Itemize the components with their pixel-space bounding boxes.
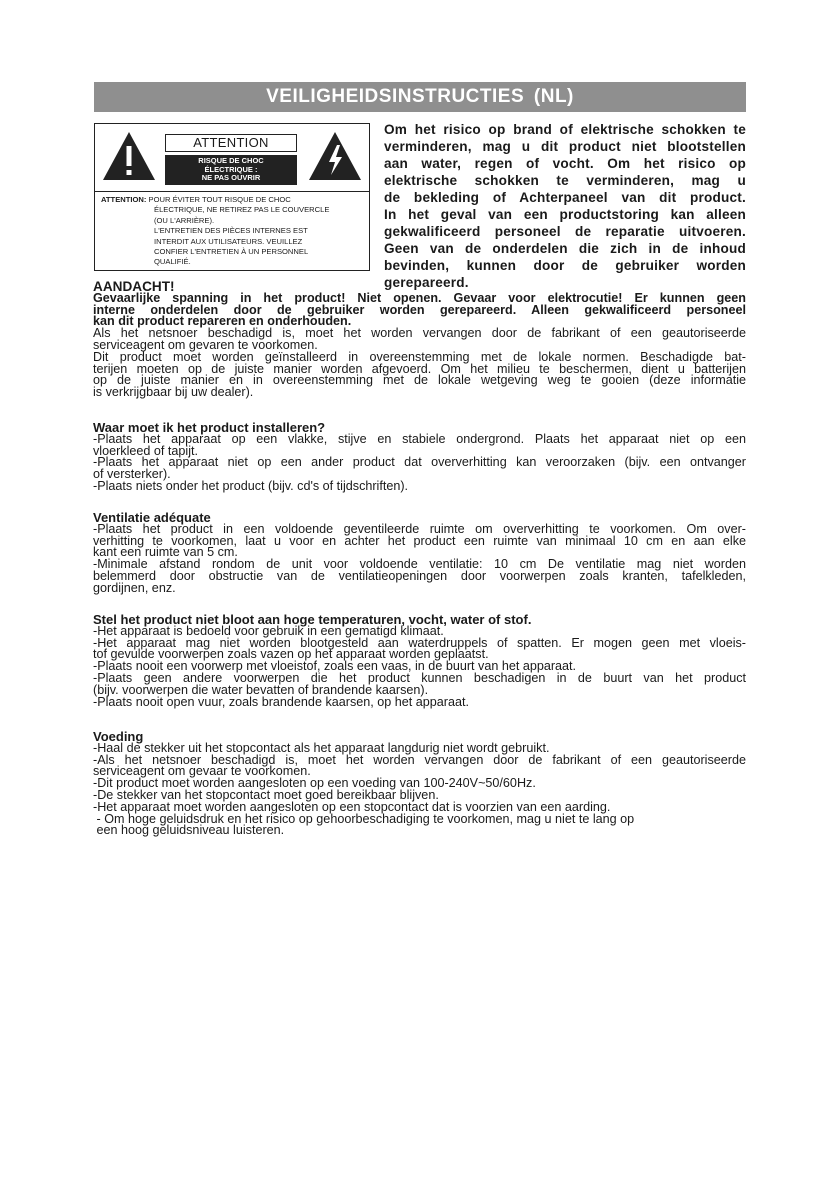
text-line: verhitting te voorkomen, laat u voor en achter het product een ruimte van minimaal 10 cm en aan elke [93,533,746,548]
text-line: -Plaats het apparaat op een vlakke, stijve en stabiele ondergrond. Plaats het apparaat niet op een [93,431,746,446]
text-line: tof gevulde voorwerpen zoals vazen op het apparaat worden geplaatst. [93,647,489,662]
section-heading: Ventilatie adéquate [93,510,211,525]
text-line: of versterker). [93,467,171,482]
side-warning-line: de bekleding of Achterpaneel van dit product. [384,190,746,205]
warning-text-line: (OU L'ARRIÈRE). [154,215,215,225]
attention-title: ATTENTION [165,134,297,152]
text-line: -Plaats nooit een voorwerp met vloeistof, zoals een vaas, in de buurt van het apparaat. [93,659,577,674]
section-heading: Waar moet ik het product installeren? [93,420,326,435]
text-line: -Plaats het product in een voldoende geventileerde ruimte om oververhitting te voorkomen. Om over- [93,521,746,536]
warning-label-text [101,195,363,268]
section-heading: AANDACHT! [93,279,175,294]
section-heading: Stel het product niet bloot aan hoge temperaturen, vocht, water of stof. [93,612,532,627]
text-line: Dit product moet worden geïnstalleerd in overeenstemming met de lokale normen. Beschadigde bat- [93,349,746,364]
text-line: -Het apparaat is bedoeld voor gebruik in een gematigd klimaat. [93,623,444,638]
side-warning-line: gerepareerd. [384,275,469,290]
text-line: -Plaats geen andere voorwerpen die het product kunnen beschadigen in de buurt van het product [93,670,746,685]
page-title: VEILIGHEIDSINSTRUCTIES (NL) [94,82,746,112]
text-line: -Het apparaat mag niet worden blootgesteld aan waterdruppels of spatten. Er mogen geen met vloeis- [93,635,746,650]
warning-label-header [95,124,369,190]
exclamation-warning-icon [101,130,157,182]
attention-subtitle [165,155,297,185]
text-line: gordijnen, enz. [93,580,176,595]
side-warning-line: In het geval van een productstoring kan alleen [384,207,746,222]
text-line: - Om hoge geluidsdruk en het risico op gehoorbeschadiging te voorkomen, mag u niet te lang op [93,811,635,826]
side-warning-line: bevinden, kunnen door de gebruiker worden [384,258,746,273]
text-line: serviceagent om gevaren te voorkomen. [93,337,318,352]
section-aandacht [93,281,746,399]
side-warning-line: gekwalificeerd personeel de reparatie uitvoeren. [384,224,746,239]
section-stel [93,614,746,708]
attention-block [165,134,297,185]
side-warning-line: Om het risico op brand of elektrische schokken te [384,122,746,137]
attention-sub-line: RISQUE DE CHOC [198,156,264,165]
side-warning-line: verminderen, mag u dit product niet blootstellen [384,139,746,154]
text-line: -Als het netsnoer beschadigd is, moet het worden vervangen door de fabrikant of een geautoriseerde [93,752,746,767]
side-warning-line: Geen van de onderdelen die zich in de inhoud [384,241,746,256]
section-heading: Voeding [93,729,144,744]
text-line: op de juiste manier en in overeenstemming met de lokale wetgeving weg te gooien (deze informatie [93,373,746,388]
text-line: (bijv. voorwerpen die water bevatten of brandende kaarsen). [93,682,429,697]
warning-text-line: QUALIFIÉ. [154,257,191,267]
text-line: -Het apparaat moet worden aangesloten op een stopcontact dat is voorzien van een aarding. [93,799,611,814]
warning-text-line: POUR ÉVITER TOUT RISQUE DE CHOC [148,195,291,204]
side-warning-line: aan water, regen of vocht. Om het risico op [384,156,746,171]
bold-line: interne onderdelen door de gebruiker worden gerepareerd. Alleen gekwalificeerd personeel [93,302,746,317]
warning-text-line: INTERDIT AUX UTILISATEURS. VEUILLEZ [154,236,303,246]
text-line: kant een ruimte van 5 cm. [93,545,238,560]
attention-sub-line: NE PAS OUVRIR [201,173,261,182]
text-line: terijen moeten op de juiste manier worden afgevoerd. Om het milieu te beschermen, dient u batterijen [93,361,746,376]
bold-line: Gevaarlijke spanning in het product! Niet openen. Gevaar voor elektrocutie! Er kunnen geen [93,290,746,305]
warning-text-line: ÉLECTRIQUE, NE RETIREZ PAS LE COUVERCLE [154,205,330,215]
text-line: -Haal de stekker uit het stopcontact als het apparaat langdurig niet wordt gebruikt. [93,740,550,755]
section-ventilatie [93,512,746,595]
text-line: -De stekker van het stopcontact moet goed bereikbaar blijven. [93,787,439,802]
side-warning-paragraph [384,121,746,291]
section-waar [93,422,746,493]
warning-text-line: CONFIER L'ENTRETIEN À UN PERSONNEL [154,247,309,257]
side-warning-line: elektrische schokken te verminderen, mag u [384,173,746,188]
text-line: -Plaats het apparaat niet op een ander product dat oververhitting kan veroorzaken (bijv. een ontvanger [93,455,746,470]
lightning-warning-icon [307,130,363,182]
text-line: -Plaats niets onder het product (bijv. cd's of tijdschriften). [93,478,409,493]
text-line: belemmerd door obstructie van de ventilatieopeningen door voorwerpen zoals kranten, tafelkleden, [93,568,746,583]
section-voeding [93,731,746,837]
text-line: vloerkleed of tapijt. [93,443,199,458]
text-line: -Plaats nooit open vuur, zoals brandende kaarsen, op het apparaat. [93,694,469,709]
attention-label: ATTENTION: [101,195,147,204]
text-line: serviceagent om gevaar te voorkomen. [93,764,311,779]
divider [95,191,369,192]
text-line: een hoog geluidsniveau luisteren. [93,823,285,838]
warning-label [94,123,370,271]
attention-sub-line: ÉLECTRIQUE : [204,164,258,174]
warning-text-line: L'ENTRETIEN DES PIÈCES INTERNES EST [154,226,308,236]
text-line: is verkrijgbaar bij uw dealer). [93,385,254,400]
bold-line: kan dit product repareren en onderhouden. [93,314,352,329]
text-line: Als het netsnoer beschadigd is, moet het worden vervangen door de fabrikant of een geautoriseerde [93,326,746,341]
text-line: -Minimale afstand rondom de unit voor voldoende ventilatie: 10 cm De ventilatie mag niet worden [93,557,746,572]
text-line: -Dit product moet worden aangesloten op een voeding van 100-240V~50/60Hz. [93,776,536,791]
